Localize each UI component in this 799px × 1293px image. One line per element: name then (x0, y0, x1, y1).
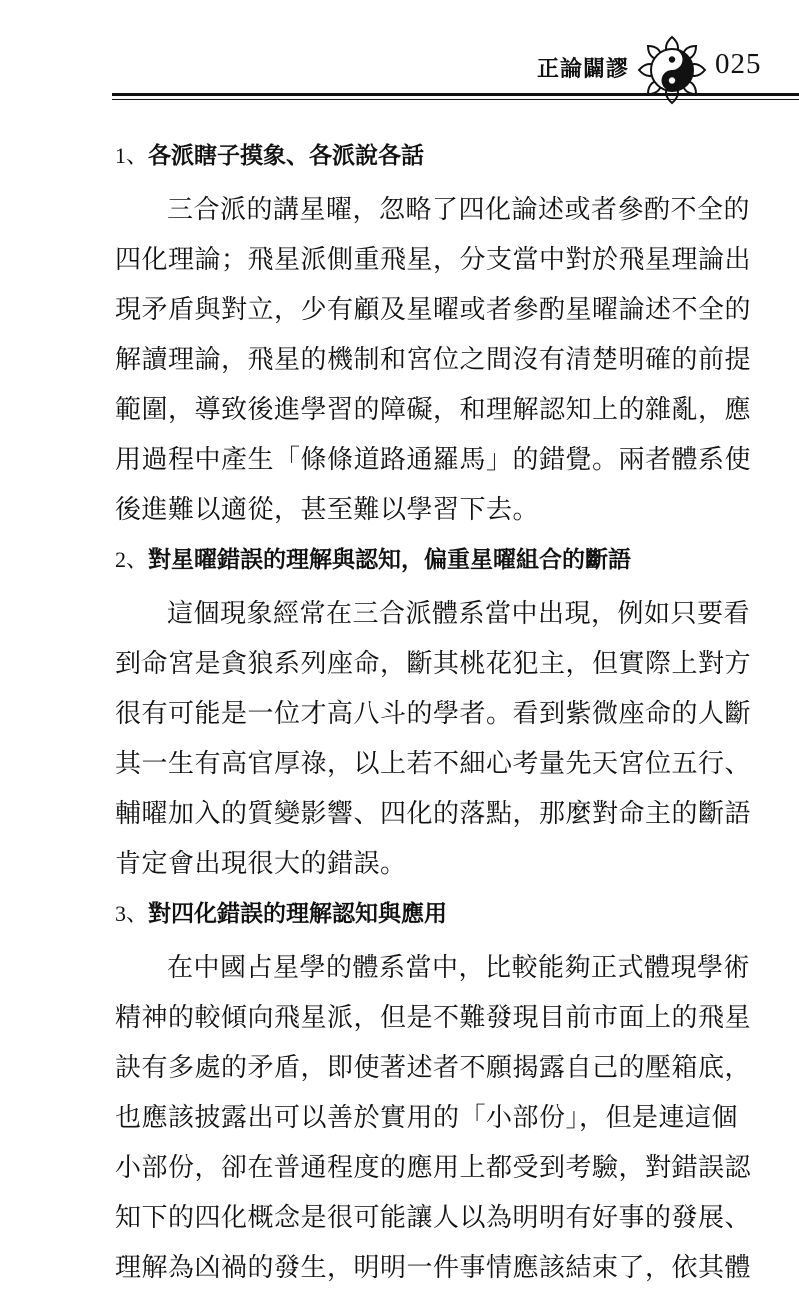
paragraph-line: 在中國占星學的體系當中，比較能夠正式體現學術 (167, 953, 751, 983)
paragraph-line: 小部份，卻在普通程度的應用上都受到考驗，對錯誤認 (115, 1153, 752, 1183)
chapter-title: 正論闢謬 (536, 57, 629, 82)
paragraph-line: 後進難以適從，甚至難以學習下去。 (115, 495, 540, 525)
paragraph-line: 這個現象經常在三合派體系當中出現，例如只要看 (167, 599, 751, 629)
paragraph-line: 肯定會出現很大的錯誤。 (115, 849, 407, 879)
header-rule-thin (112, 99, 799, 100)
paragraph-line: 很有可能是一位才高八斗的學者。看到紫微座命的人斷 (115, 699, 752, 729)
paragraph-line: 輔曜加入的質變影響、四化的落點，那麼對命主的斷語 (115, 799, 752, 829)
paragraph-line: 解讀理論，飛星的機制和宮位之間沒有清楚明確的前提 (115, 345, 752, 375)
section-heading: 3、對四化錯誤的理解認知與應用 (115, 901, 448, 927)
section-heading: 1、各派瞎子摸象、各派說各話 (115, 143, 425, 169)
paragraph-line: 知下的四化概念是很可能讓人以為明明有好事的發展、 (115, 1203, 752, 1233)
page-number: 025 (715, 48, 762, 80)
paragraph-line: 範圍，導致後進學習的障礙，和理解認知上的雜亂，應 (115, 395, 752, 425)
paragraph-line: 其一生有高官厚祿，以上若不細心考量先天宮位五行、 (115, 749, 752, 779)
paragraph-line: 理解為凶禍的發生，明明一件事情應該結束了，依其體 (115, 1253, 752, 1283)
page-body (115, 135, 752, 1293)
paragraph-line: 也應該披露出可以善於實用的「小部份」，但是連這個 (115, 1103, 739, 1133)
header-rule (112, 93, 799, 96)
paragraph-line: 現矛盾與對立，少有顧及星曜或者參酌星曜論述不全的 (115, 295, 752, 325)
paragraph-line: 四化理論；飛星派側重飛星，分支當中對於飛星理論出 (115, 245, 752, 275)
paragraph-line: 訣有多處的矛盾，即使著述者不願揭露自己的壓箱底， (115, 1053, 752, 1083)
paragraph-line: 用過程中產生「條條道路通羅馬」的錯覺。兩者體系使 (115, 445, 752, 475)
paragraph-line: 精神的較傾向飛星派，但是不難發現目前市面上的飛星 (115, 1003, 752, 1033)
paragraph-line: 到命宮是貪狼系列座命，斷其桃花犯主，但實際上對方 (115, 649, 752, 679)
page-header (0, 0, 799, 110)
section-heading: 2、對星曜錯誤的理解與認知，偏重星曜組合的斷語 (115, 547, 632, 573)
paragraph-line: 三合派的講星曜，忽略了四化論述或者參酌不全的 (167, 195, 751, 225)
